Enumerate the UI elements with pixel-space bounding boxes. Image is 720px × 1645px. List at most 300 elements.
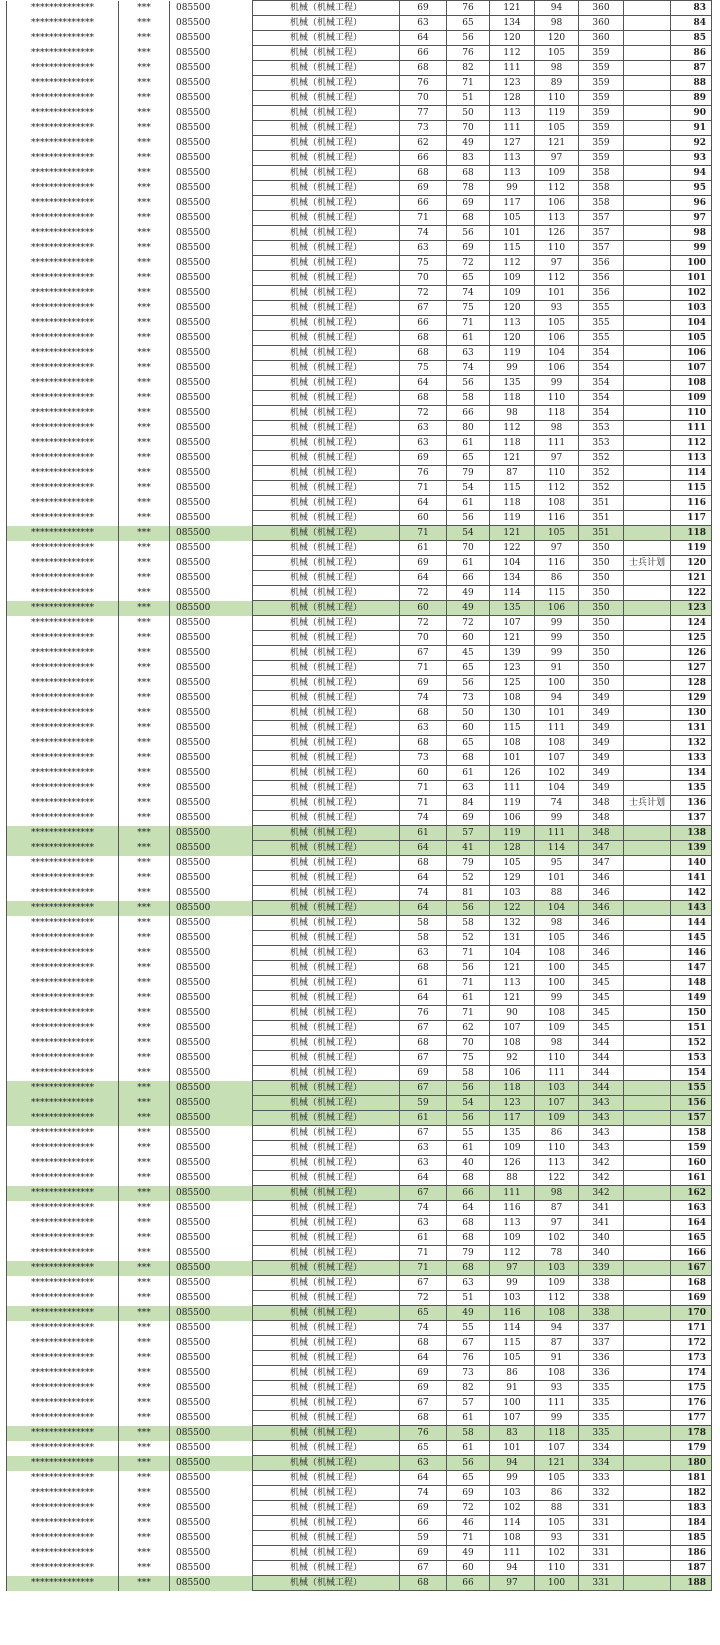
- remark: [624, 571, 671, 586]
- politics-score: 67: [400, 1276, 447, 1291]
- politics-score: 67: [400, 646, 447, 661]
- remark: [624, 421, 671, 436]
- course1-score: 123: [490, 1096, 535, 1111]
- total-score: 335: [579, 1411, 624, 1426]
- major-name: 机械（机械工程）: [253, 991, 400, 1006]
- politics-score: 63: [400, 1156, 447, 1171]
- candidate-name: ***: [119, 976, 170, 991]
- rank: 104: [671, 316, 712, 331]
- course2-score: 100: [535, 961, 579, 976]
- major-code: 085500: [170, 271, 253, 286]
- politics-score: 68: [400, 331, 447, 346]
- candidate-name: ***: [119, 1411, 170, 1426]
- course2-score: 97: [535, 151, 579, 166]
- major-code: 085500: [170, 1576, 253, 1591]
- politics-score: 74: [400, 1486, 447, 1501]
- major-name: 机械（机械工程）: [253, 1351, 400, 1366]
- candidate-name: ***: [119, 826, 170, 841]
- rank: 140: [671, 856, 712, 871]
- candidate-name: ***: [119, 31, 170, 46]
- table-row: [7, 916, 712, 931]
- course1-score: 90: [490, 1006, 535, 1021]
- candidate-id: **************: [7, 421, 119, 436]
- candidate-name: ***: [119, 661, 170, 676]
- english-score: 65: [447, 1471, 490, 1486]
- course1-score: 111: [490, 781, 535, 796]
- english-score: 71: [447, 976, 490, 991]
- total-score: 357: [579, 226, 624, 241]
- candidate-name: ***: [119, 346, 170, 361]
- politics-score: 61: [400, 541, 447, 556]
- major-code: 085500: [170, 1396, 253, 1411]
- table-row: [7, 1141, 712, 1156]
- total-score: 336: [579, 1351, 624, 1366]
- rank: 99: [671, 241, 712, 256]
- major-name: 机械（机械工程）: [253, 1051, 400, 1066]
- rank: 143: [671, 901, 712, 916]
- course2-score: 93: [535, 1531, 579, 1546]
- rank: 120: [671, 556, 712, 571]
- major-code: 085500: [170, 901, 253, 916]
- table-row: [7, 301, 712, 316]
- english-score: 64: [447, 1201, 490, 1216]
- candidate-name: ***: [119, 1561, 170, 1576]
- candidate-name: ***: [119, 1366, 170, 1381]
- english-score: 72: [447, 616, 490, 631]
- english-score: 45: [447, 646, 490, 661]
- candidate-id: **************: [7, 826, 119, 841]
- table-row: [7, 841, 712, 856]
- rank: 95: [671, 181, 712, 196]
- major-name: 机械（机械工程）: [253, 166, 400, 181]
- major-code: 085500: [170, 1081, 253, 1096]
- politics-score: 70: [400, 271, 447, 286]
- politics-score: 61: [400, 1111, 447, 1126]
- rank: 115: [671, 481, 712, 496]
- rank: 127: [671, 661, 712, 676]
- english-score: 81: [447, 886, 490, 901]
- table-row: [7, 901, 712, 916]
- major-code: 085500: [170, 1021, 253, 1036]
- major-name: 机械（机械工程）: [253, 571, 400, 586]
- major-code: 085500: [170, 1441, 253, 1456]
- english-score: 50: [447, 106, 490, 121]
- rank: 103: [671, 301, 712, 316]
- table-row: [7, 31, 712, 46]
- table-row: [7, 1321, 712, 1336]
- table-row: [7, 286, 712, 301]
- table-row: [7, 421, 712, 436]
- total-score: 355: [579, 331, 624, 346]
- english-score: 54: [447, 526, 490, 541]
- rank: 145: [671, 931, 712, 946]
- course1-score: 134: [490, 571, 535, 586]
- major-name: 机械（机械工程）: [253, 1201, 400, 1216]
- remark: [624, 496, 671, 511]
- candidate-id: **************: [7, 1156, 119, 1171]
- politics-score: 65: [400, 1441, 447, 1456]
- table-row: [7, 466, 712, 481]
- course2-score: 108: [535, 736, 579, 751]
- total-score: 337: [579, 1321, 624, 1336]
- rank: 119: [671, 541, 712, 556]
- major-code: 085500: [170, 661, 253, 676]
- course1-score: 121: [490, 961, 535, 976]
- rank: 168: [671, 1276, 712, 1291]
- major-code: 085500: [170, 1456, 253, 1471]
- candidate-name: ***: [119, 1126, 170, 1141]
- total-score: 356: [579, 256, 624, 271]
- english-score: 56: [447, 226, 490, 241]
- major-code: 085500: [170, 436, 253, 451]
- politics-score: 76: [400, 466, 447, 481]
- remark: [624, 841, 671, 856]
- course1-score: 108: [490, 1036, 535, 1051]
- major-name: 机械（机械工程）: [253, 1021, 400, 1036]
- table-row: [7, 151, 712, 166]
- major-name: 机械（机械工程）: [253, 361, 400, 376]
- major-code: 085500: [170, 1366, 253, 1381]
- table-row: [7, 76, 712, 91]
- candidate-id: **************: [7, 781, 119, 796]
- major-name: 机械（机械工程）: [253, 931, 400, 946]
- course2-score: 118: [535, 1426, 579, 1441]
- major-name: 机械（机械工程）: [253, 106, 400, 121]
- english-score: 61: [447, 436, 490, 451]
- remark: [624, 361, 671, 376]
- course1-score: 135: [490, 376, 535, 391]
- remark: [624, 1111, 671, 1126]
- table-row: [7, 436, 712, 451]
- politics-score: 70: [400, 631, 447, 646]
- english-score: 72: [447, 1501, 490, 1516]
- rank: 187: [671, 1561, 712, 1576]
- major-name: 机械（机械工程）: [253, 631, 400, 646]
- total-score: 338: [579, 1276, 624, 1291]
- english-score: 61: [447, 556, 490, 571]
- major-name: 机械（机械工程）: [253, 1156, 400, 1171]
- course1-score: 134: [490, 16, 535, 31]
- politics-score: 58: [400, 931, 447, 946]
- course2-score: 103: [535, 1081, 579, 1096]
- politics-score: 64: [400, 571, 447, 586]
- rank: 92: [671, 136, 712, 151]
- candidate-id: **************: [7, 871, 119, 886]
- politics-score: 75: [400, 256, 447, 271]
- candidate-id: **************: [7, 1516, 119, 1531]
- major-name: 机械（机械工程）: [253, 1171, 400, 1186]
- major-name: 机械（机械工程）: [253, 601, 400, 616]
- major-code: 085500: [170, 586, 253, 601]
- major-name: 机械（机械工程）: [253, 226, 400, 241]
- rank: 108: [671, 376, 712, 391]
- course2-score: 105: [535, 526, 579, 541]
- course2-score: 108: [535, 1306, 579, 1321]
- table-row: [7, 1066, 712, 1081]
- major-code: 085500: [170, 121, 253, 136]
- course2-score: 104: [535, 346, 579, 361]
- major-code: 085500: [170, 601, 253, 616]
- remark: [624, 1276, 671, 1291]
- candidate-name: ***: [119, 991, 170, 1006]
- rank: 118: [671, 526, 712, 541]
- course1-score: 92: [490, 1051, 535, 1066]
- english-score: 58: [447, 391, 490, 406]
- major-name: 机械（机械工程）: [253, 886, 400, 901]
- major-name: 机械（机械工程）: [253, 136, 400, 151]
- major-code: 085500: [170, 361, 253, 376]
- english-score: 49: [447, 136, 490, 151]
- english-score: 63: [447, 346, 490, 361]
- politics-score: 64: [400, 1171, 447, 1186]
- candidate-name: ***: [119, 226, 170, 241]
- politics-score: 69: [400, 676, 447, 691]
- rank: 154: [671, 1066, 712, 1081]
- politics-score: 72: [400, 1291, 447, 1306]
- table-row: [7, 361, 712, 376]
- rank: 184: [671, 1516, 712, 1531]
- table-row: [7, 691, 712, 706]
- table-row: [7, 1576, 712, 1591]
- major-name: 机械（机械工程）: [253, 541, 400, 556]
- total-score: 358: [579, 196, 624, 211]
- major-code: 085500: [170, 496, 253, 511]
- english-score: 84: [447, 796, 490, 811]
- politics-score: 64: [400, 991, 447, 1006]
- course1-score: 108: [490, 1531, 535, 1546]
- english-score: 49: [447, 1546, 490, 1561]
- total-score: 357: [579, 211, 624, 226]
- total-score: 360: [579, 31, 624, 46]
- major-code: 085500: [170, 1561, 253, 1576]
- rank: 185: [671, 1531, 712, 1546]
- major-code: 085500: [170, 631, 253, 646]
- course2-score: 118: [535, 406, 579, 421]
- major-code: 085500: [170, 691, 253, 706]
- major-name: 机械（机械工程）: [253, 1126, 400, 1141]
- politics-score: 71: [400, 796, 447, 811]
- course2-score: 100: [535, 976, 579, 991]
- candidate-id: **************: [7, 601, 119, 616]
- table-row: [7, 856, 712, 871]
- course2-score: 112: [535, 1291, 579, 1306]
- total-score: 347: [579, 856, 624, 871]
- major-name: 机械（机械工程）: [253, 556, 400, 571]
- rank: 164: [671, 1216, 712, 1231]
- major-name: 机械（机械工程）: [253, 46, 400, 61]
- major-name: 机械（机械工程）: [253, 1186, 400, 1201]
- politics-score: 71: [400, 661, 447, 676]
- remark: [624, 946, 671, 961]
- major-code: 085500: [170, 481, 253, 496]
- candidate-name: ***: [119, 571, 170, 586]
- major-name: 机械（机械工程）: [253, 961, 400, 976]
- politics-score: 67: [400, 1561, 447, 1576]
- remark: [624, 16, 671, 31]
- major-code: 085500: [170, 706, 253, 721]
- course2-score: 109: [535, 1111, 579, 1126]
- remark: 士兵计划: [624, 796, 671, 811]
- rank: 176: [671, 1396, 712, 1411]
- course1-score: 118: [490, 391, 535, 406]
- major-name: 机械（机械工程）: [253, 1, 400, 16]
- politics-score: 75: [400, 361, 447, 376]
- major-name: 机械（机械工程）: [253, 781, 400, 796]
- politics-score: 63: [400, 946, 447, 961]
- remark: [624, 691, 671, 706]
- english-score: 49: [447, 1306, 490, 1321]
- table-row: [7, 1441, 712, 1456]
- table-row: [7, 496, 712, 511]
- course1-score: 109: [490, 1231, 535, 1246]
- major-code: 085500: [170, 736, 253, 751]
- major-name: 机械（机械工程）: [253, 241, 400, 256]
- rank: 175: [671, 1381, 712, 1396]
- candidate-name: ***: [119, 676, 170, 691]
- course1-score: 121: [490, 526, 535, 541]
- remark: [624, 151, 671, 166]
- english-score: 54: [447, 1096, 490, 1111]
- major-code: 085500: [170, 1291, 253, 1306]
- major-name: 机械（机械工程）: [253, 466, 400, 481]
- candidate-id: **************: [7, 286, 119, 301]
- major-code: 085500: [170, 151, 253, 166]
- remark: [624, 196, 671, 211]
- total-score: 360: [579, 16, 624, 31]
- total-score: 353: [579, 421, 624, 436]
- course2-score: 110: [535, 391, 579, 406]
- rank: 179: [671, 1441, 712, 1456]
- english-score: 68: [447, 1231, 490, 1246]
- course2-score: 113: [535, 1156, 579, 1171]
- remark: [624, 106, 671, 121]
- course1-score: 109: [490, 271, 535, 286]
- english-score: 65: [447, 451, 490, 466]
- politics-score: 63: [400, 721, 447, 736]
- table-row: [7, 661, 712, 676]
- rank: 114: [671, 466, 712, 481]
- rank: 111: [671, 421, 712, 436]
- total-score: 350: [579, 586, 624, 601]
- candidate-name: ***: [119, 601, 170, 616]
- table-row: [7, 1051, 712, 1066]
- course2-score: 112: [535, 481, 579, 496]
- remark: [624, 451, 671, 466]
- table-row: [7, 1096, 712, 1111]
- candidate-id: **************: [7, 976, 119, 991]
- major-name: 机械（机械工程）: [253, 1141, 400, 1156]
- politics-score: 63: [400, 1216, 447, 1231]
- politics-score: 66: [400, 196, 447, 211]
- course1-score: 103: [490, 1291, 535, 1306]
- major-name: 机械（机械工程）: [253, 706, 400, 721]
- major-code: 085500: [170, 1531, 253, 1546]
- table-row: [7, 16, 712, 31]
- candidate-id: **************: [7, 466, 119, 481]
- english-score: 82: [447, 1381, 490, 1396]
- table-row: [7, 1411, 712, 1426]
- major-code: 085500: [170, 1426, 253, 1441]
- remark: [624, 1501, 671, 1516]
- major-code: 085500: [170, 1276, 253, 1291]
- english-score: 74: [447, 286, 490, 301]
- candidate-id: **************: [7, 496, 119, 511]
- english-score: 51: [447, 91, 490, 106]
- major-name: 机械（机械工程）: [253, 1276, 400, 1291]
- remark: [624, 601, 671, 616]
- english-score: 60: [447, 1561, 490, 1576]
- candidate-id: **************: [7, 1546, 119, 1561]
- major-code: 085500: [170, 856, 253, 871]
- total-score: 343: [579, 1126, 624, 1141]
- major-name: 机械（机械工程）: [253, 946, 400, 961]
- course1-score: 118: [490, 436, 535, 451]
- major-name: 机械（机械工程）: [253, 406, 400, 421]
- table-row: [7, 946, 712, 961]
- candidate-id: **************: [7, 1276, 119, 1291]
- total-score: 333: [579, 1471, 624, 1486]
- candidate-id: **************: [7, 1396, 119, 1411]
- rank: 88: [671, 76, 712, 91]
- major-code: 085500: [170, 256, 253, 271]
- course2-score: 115: [535, 586, 579, 601]
- course1-score: 107: [490, 616, 535, 631]
- course1-score: 119: [490, 796, 535, 811]
- remark: [624, 901, 671, 916]
- course2-score: 74: [535, 796, 579, 811]
- remark: [624, 541, 671, 556]
- candidate-name: ***: [119, 871, 170, 886]
- major-name: 机械（机械工程）: [253, 841, 400, 856]
- total-score: 354: [579, 346, 624, 361]
- politics-score: 68: [400, 1411, 447, 1426]
- remark: [624, 631, 671, 646]
- candidate-name: ***: [119, 1396, 170, 1411]
- course1-score: 128: [490, 841, 535, 856]
- politics-score: 68: [400, 1036, 447, 1051]
- candidate-name: ***: [119, 541, 170, 556]
- politics-score: 73: [400, 121, 447, 136]
- english-score: 70: [447, 121, 490, 136]
- candidate-name: ***: [119, 376, 170, 391]
- table-row: [7, 121, 712, 136]
- english-score: 57: [447, 1396, 490, 1411]
- candidate-name: ***: [119, 1516, 170, 1531]
- course2-score: 97: [535, 541, 579, 556]
- candidate-id: **************: [7, 1351, 119, 1366]
- remark: [624, 1471, 671, 1486]
- course2-score: 98: [535, 1186, 579, 1201]
- course1-score: 114: [490, 1321, 535, 1336]
- course2-score: 119: [535, 106, 579, 121]
- major-code: 085500: [170, 421, 253, 436]
- course2-score: 98: [535, 916, 579, 931]
- total-score: 354: [579, 376, 624, 391]
- course2-score: 103: [535, 1261, 579, 1276]
- rank: 136: [671, 796, 712, 811]
- table-row: [7, 601, 712, 616]
- major-name: 机械（机械工程）: [253, 526, 400, 541]
- candidate-name: ***: [119, 61, 170, 76]
- course1-score: 94: [490, 1561, 535, 1576]
- course2-score: 120: [535, 31, 579, 46]
- english-score: 61: [447, 1441, 490, 1456]
- candidate-name: ***: [119, 616, 170, 631]
- remark: [624, 1216, 671, 1231]
- english-score: 61: [447, 496, 490, 511]
- major-code: 085500: [170, 796, 253, 811]
- major-name: 机械（机械工程）: [253, 316, 400, 331]
